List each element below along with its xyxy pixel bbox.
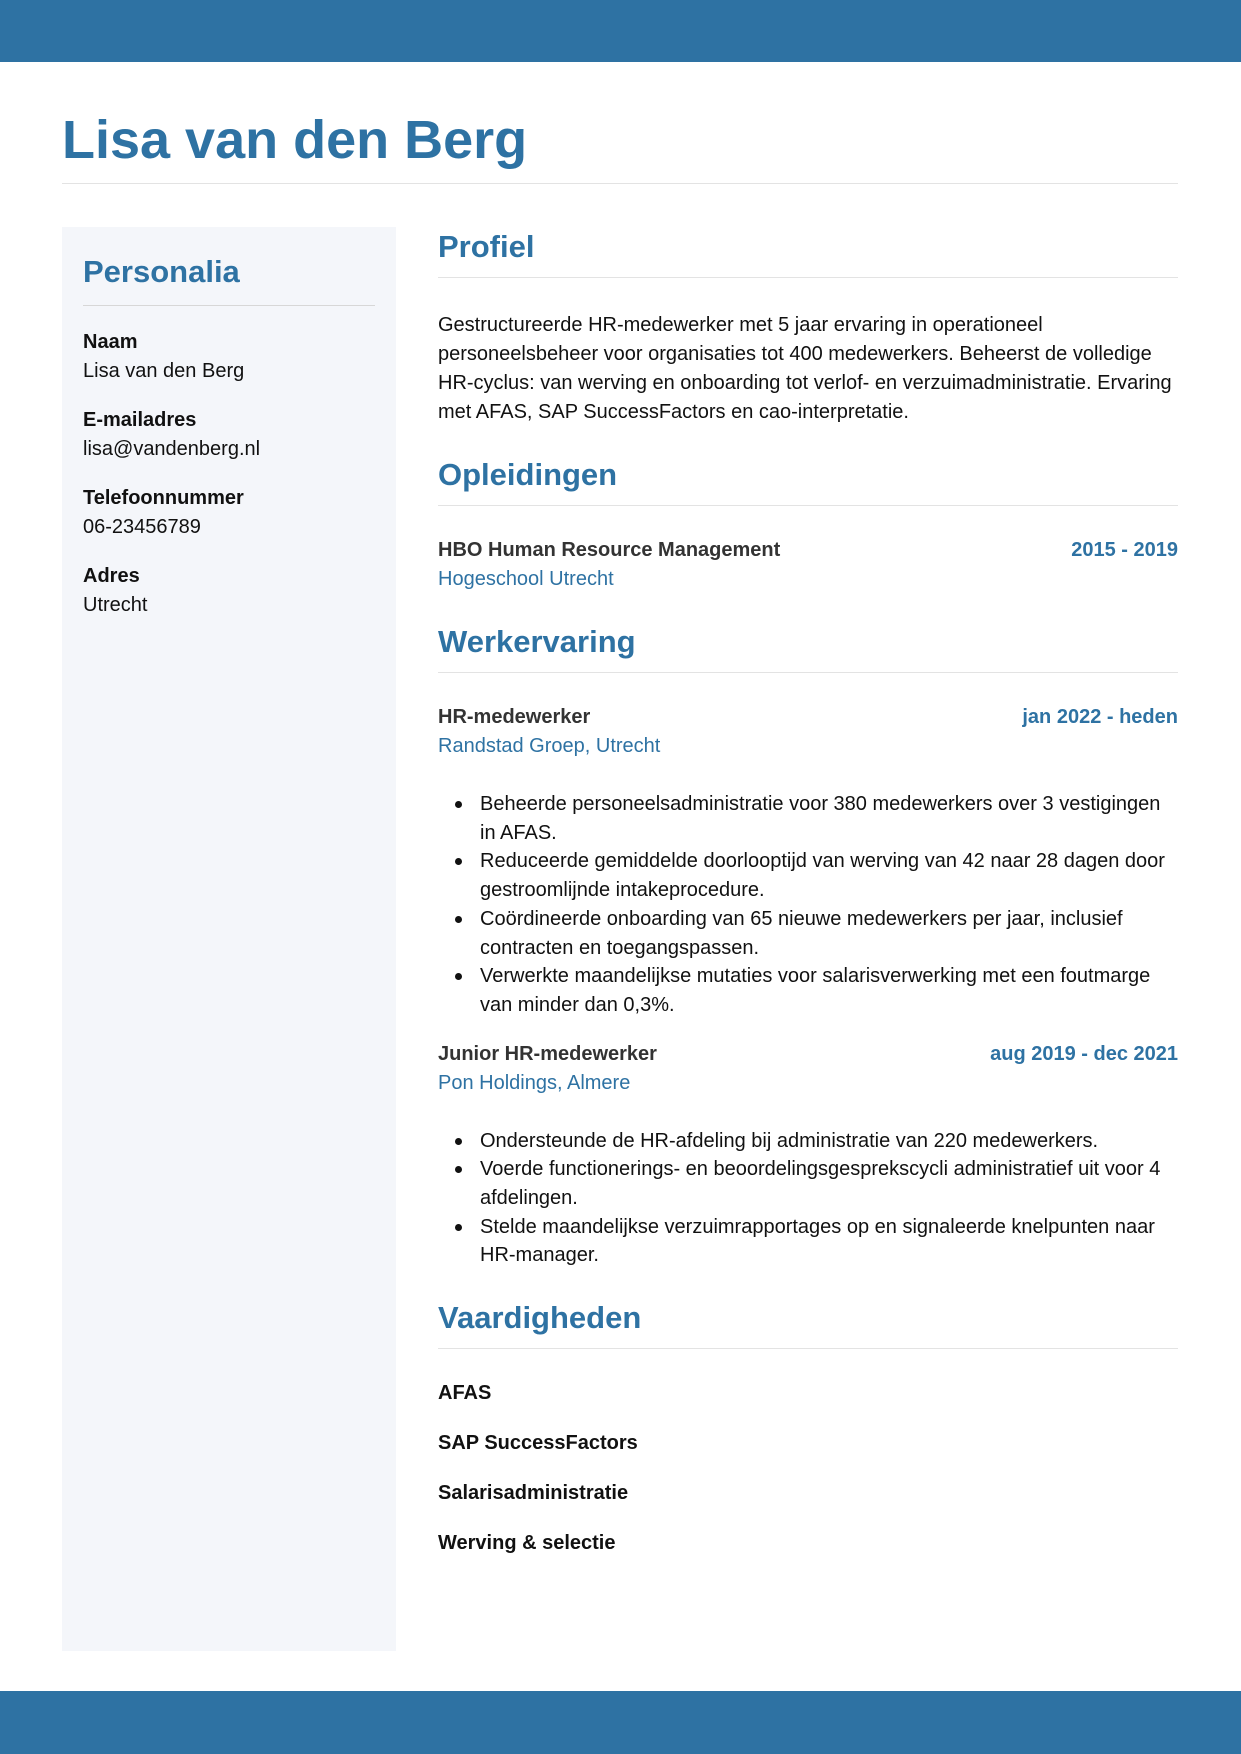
personalia-sidebar xyxy=(62,227,396,1651)
section-divider xyxy=(438,505,1178,506)
list-item: Coördineerde onboarding van 65 nieuwe medewerkers per jaar, inclusief contracten en toegangspassen. xyxy=(438,905,1178,962)
list-item: Beheerde personeelsadministratie voor 380 medewerkers over 3 vestigingen in AFAS. xyxy=(438,790,1178,847)
profile-section xyxy=(438,227,1178,427)
job-bullets xyxy=(438,1127,1178,1271)
personal-item-phone xyxy=(83,484,375,542)
education-title: Opleidingen xyxy=(438,457,618,492)
main-content xyxy=(438,227,1178,1558)
list-item: Reduceerde gemiddelde doorlooptijd van werving van 42 naar 28 dagen door gestroomlijnde intakeprocedure. xyxy=(438,847,1178,904)
education-school: Hogeschool Utrecht xyxy=(438,568,614,590)
experience-section xyxy=(438,622,1178,1270)
profile-text: Gestructureerde HR-medewerker met 5 jaar ervaring in operationeel personeelsbeheer voor organisaties tot 400 medewerkers. Beheerst de volledige HR-cyclus: van werving en onboarding tot verlof- en verzuimadministratie. Ervaring met AFAS, SAP SuccessFactors en cao-interpretatie. xyxy=(438,314,1172,423)
education-dates: 2015 - 2019 xyxy=(1071,539,1178,561)
job-bullets xyxy=(438,790,1178,1020)
list-item: Stelde maandelijkse verzuimrapportages op en signaleerde knelpunten naar HR-manager. xyxy=(438,1213,1178,1270)
profile-title: Profiel xyxy=(438,229,535,264)
list-item: Verwerkte maandelijkse mutaties voor salarisverwerking met een foutmarge van minder dan 0,3%. xyxy=(438,962,1178,1019)
skills-title: Vaardigheden xyxy=(438,1300,642,1336)
experience-title: Werkervaring xyxy=(438,624,636,659)
job-role: Junior HR-medewerker xyxy=(438,1042,657,1065)
education-section xyxy=(438,455,1178,594)
personal-label: Adres xyxy=(83,565,140,587)
personal-item-name xyxy=(83,328,375,386)
personal-item-address xyxy=(83,562,375,620)
skill-item: AFAS xyxy=(438,1382,492,1405)
skill-item: Salarisadministratie xyxy=(438,1482,629,1505)
candidate-name: Lisa van den Berg xyxy=(62,110,528,170)
job-dates: aug 2019 - dec 2021 xyxy=(990,1042,1178,1065)
skill-item: SAP SuccessFactors xyxy=(438,1432,638,1455)
personal-value: lisa@vandenberg.nl xyxy=(83,438,261,460)
job-entry xyxy=(438,1040,1178,1271)
job-role: HR-medewerker xyxy=(438,706,591,728)
job-dates: jan 2022 - heden xyxy=(1022,706,1178,728)
personal-label: Naam xyxy=(83,331,138,353)
personal-value: Lisa van den Berg xyxy=(83,360,245,382)
header-divider xyxy=(62,183,1178,184)
section-divider xyxy=(438,277,1178,278)
personal-value: Utrecht xyxy=(83,594,148,616)
list-item: Voerde functionerings- en beoordelingsgesprekscycli administratief uit voor 4 afdelingen. xyxy=(438,1155,1178,1212)
education-entry xyxy=(438,536,1178,594)
personal-value: 06-23456789 xyxy=(83,516,201,538)
personal-item-email xyxy=(83,406,375,464)
section-divider xyxy=(438,672,1178,673)
personal-label: E-mailadres xyxy=(83,409,197,431)
job-company: Randstad Groep, Utrecht xyxy=(438,735,661,757)
section-divider xyxy=(438,1348,1178,1349)
personalia-divider xyxy=(83,305,375,306)
education-degree: HBO Human Resource Management xyxy=(438,539,781,561)
job-company: Pon Holdings, Almere xyxy=(438,1071,631,1094)
personalia-title: Personalia xyxy=(83,254,240,289)
skill-item: Werving & selectie xyxy=(438,1532,616,1555)
personal-label: Telefoonnummer xyxy=(83,487,244,509)
skills-section xyxy=(438,1298,1178,1558)
list-item: Ondersteunde de HR-afdeling bij administratie van 220 medewerkers. xyxy=(438,1127,1178,1156)
job-entry xyxy=(438,703,1178,1020)
bottom-accent-bar xyxy=(0,1691,1241,1754)
top-accent-bar xyxy=(0,0,1241,62)
